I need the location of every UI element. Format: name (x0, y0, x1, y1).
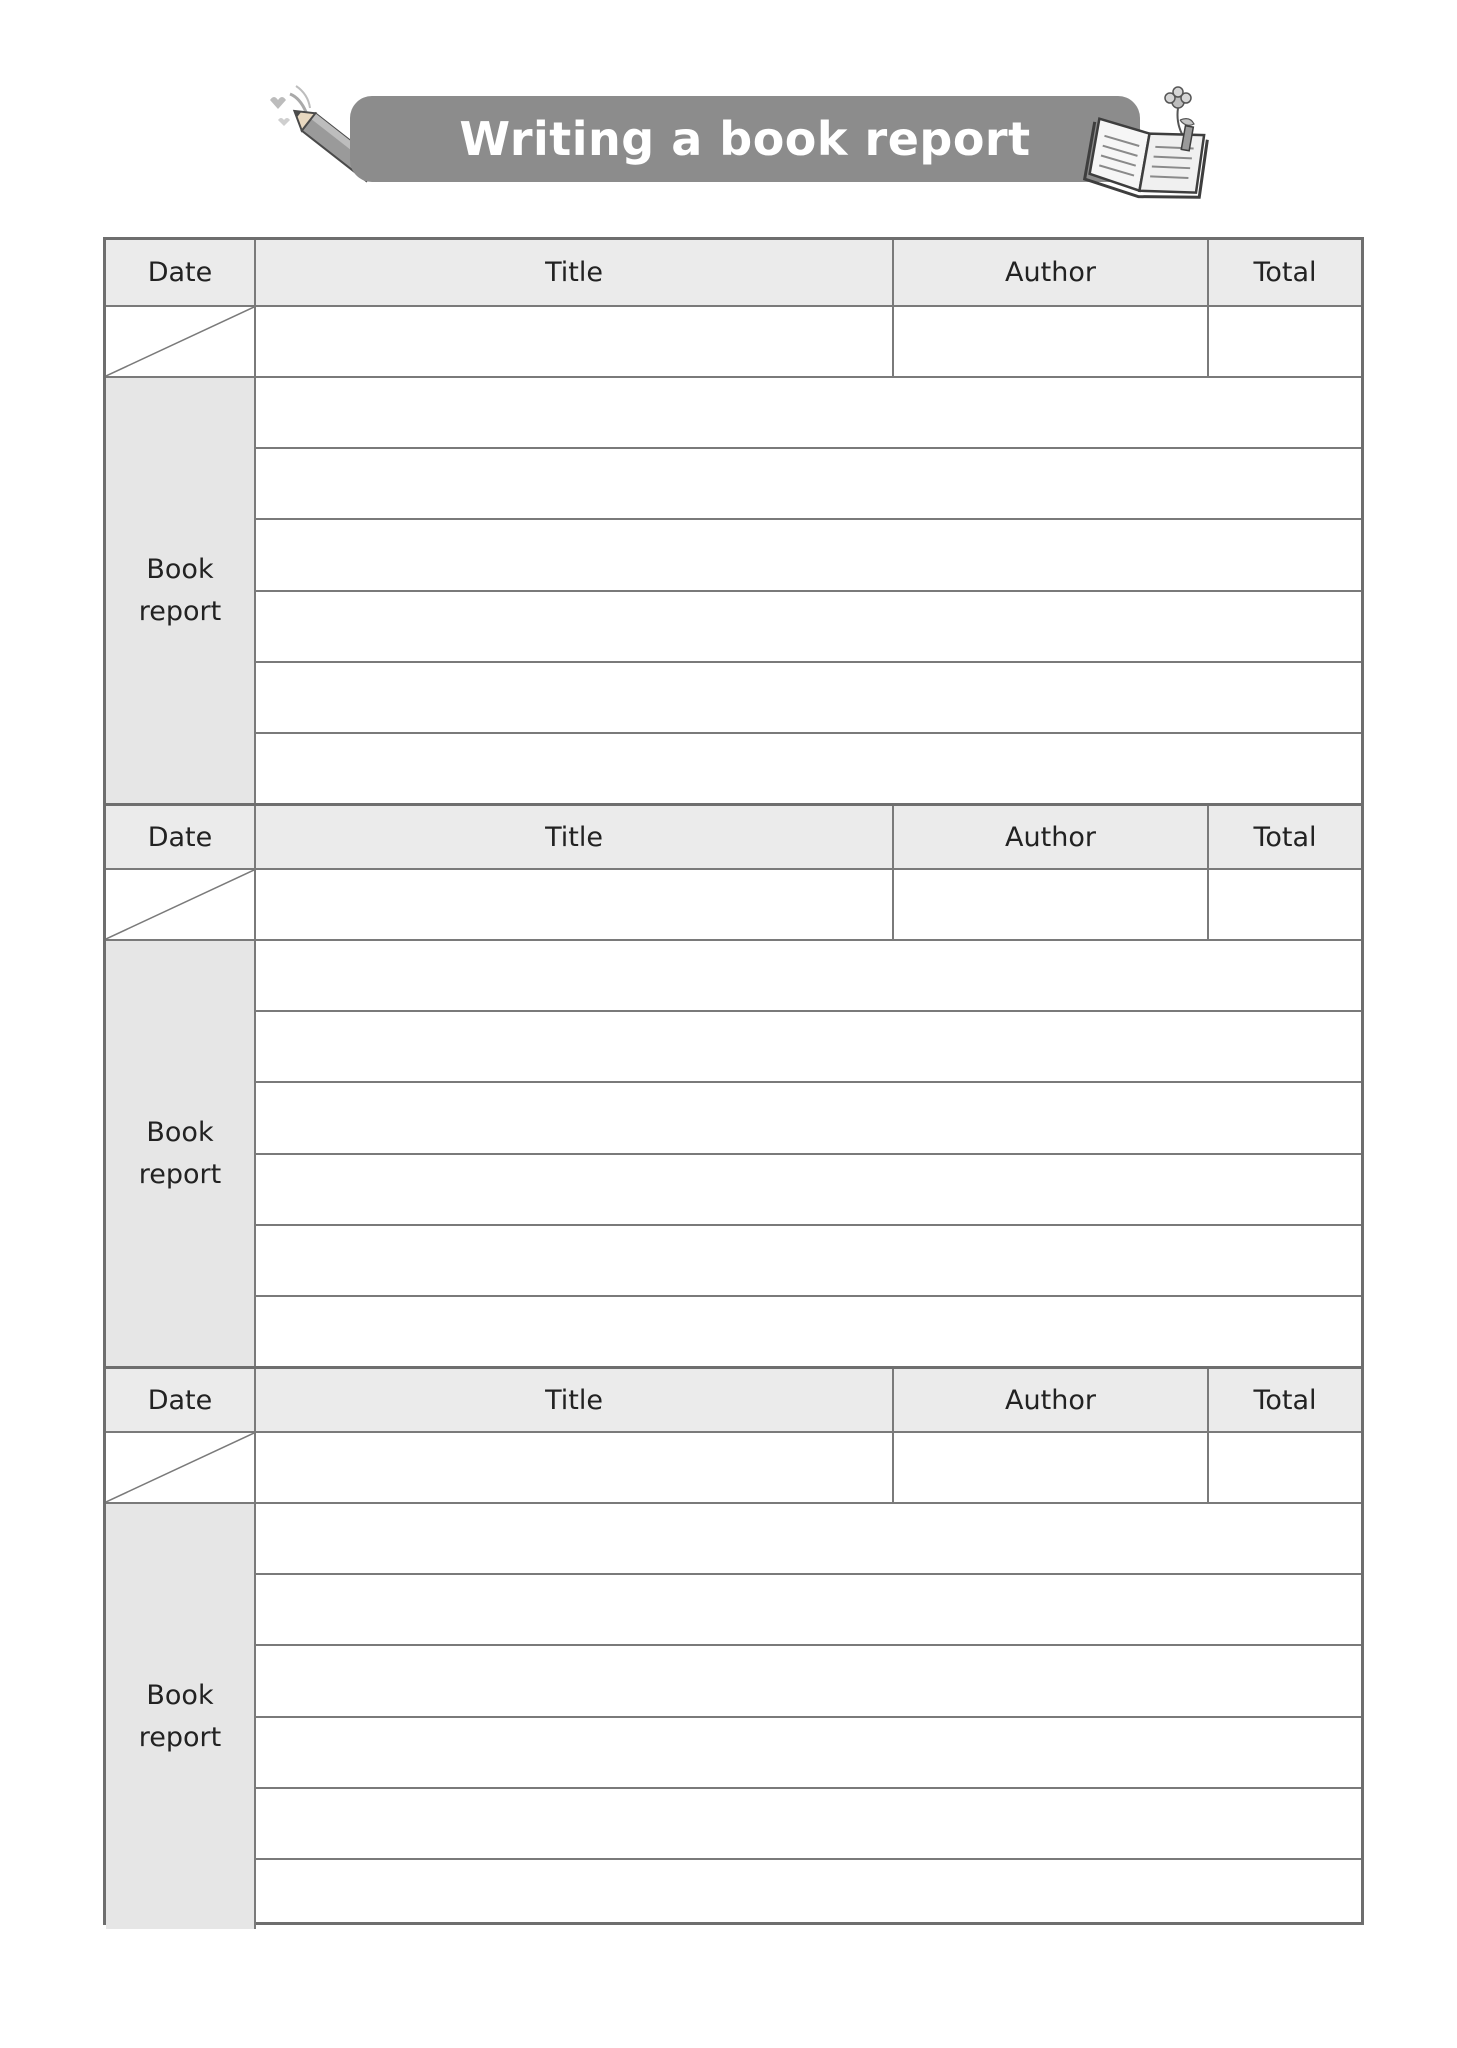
date-field[interactable] (106, 1433, 256, 1502)
total-header: Total (1253, 821, 1317, 853)
total-header: Total (1253, 257, 1317, 288)
report-lines (256, 941, 1361, 1366)
report-area (106, 378, 1361, 803)
report-line[interactable] (256, 1504, 1361, 1575)
report-line[interactable] (256, 449, 1361, 520)
author-field[interactable] (894, 870, 1209, 939)
header-row (106, 803, 1361, 870)
author-header: Author (894, 240, 1209, 305)
report-line[interactable] (256, 1646, 1361, 1717)
title-field[interactable] (256, 870, 894, 939)
title-field[interactable] (256, 1433, 894, 1502)
book-report-label-line1: Book (146, 553, 214, 585)
report-area (106, 1504, 1361, 1929)
report-line[interactable] (256, 663, 1361, 734)
date-field[interactable] (106, 870, 256, 939)
report-line[interactable] (256, 1012, 1361, 1083)
report-line[interactable] (256, 1575, 1361, 1646)
report-block-3 (106, 1366, 1361, 1929)
author-field[interactable] (894, 307, 1209, 376)
entry-row (106, 870, 1361, 941)
total-field[interactable] (1209, 307, 1361, 376)
book-report-worksheet (103, 237, 1364, 1925)
report-line[interactable] (256, 1860, 1361, 1929)
book-report-label-line1: Book (146, 1679, 214, 1711)
page-title: Writing a book report (459, 112, 1031, 166)
title-bar (350, 96, 1140, 182)
report-block-1 (106, 240, 1361, 803)
report-block-2 (106, 803, 1361, 1366)
report-line[interactable] (256, 941, 1361, 1012)
book-report-label-line1: Book (146, 1116, 214, 1148)
book-report-label-line2: report (138, 595, 222, 627)
report-line[interactable] (256, 378, 1361, 449)
date-header: Date (106, 1369, 256, 1431)
book-report-label (106, 941, 256, 1366)
report-lines (256, 1504, 1361, 1929)
report-line[interactable] (256, 592, 1361, 663)
total-field[interactable] (1209, 870, 1361, 939)
report-lines (256, 378, 1361, 803)
report-line[interactable] (256, 1297, 1361, 1366)
author-header: Author (894, 1369, 1209, 1431)
total-header: Total (1253, 1384, 1317, 1416)
report-line[interactable] (256, 1155, 1361, 1226)
book-report-label (106, 378, 256, 803)
report-line[interactable] (256, 1226, 1361, 1297)
report-line[interactable] (256, 520, 1361, 591)
book-report-label (106, 1504, 256, 1929)
title-header: Title (256, 240, 894, 305)
report-line[interactable] (256, 1789, 1361, 1860)
total-field[interactable] (1209, 1433, 1361, 1502)
date-header: Date (106, 806, 256, 868)
title-header: Title (256, 1369, 894, 1431)
date-divider-slash (106, 870, 254, 939)
date-divider-slash (106, 1433, 254, 1502)
title-header: Title (256, 806, 894, 868)
entry-row (106, 1433, 1361, 1504)
report-line[interactable] (256, 1083, 1361, 1154)
date-header: Date (106, 240, 256, 305)
author-field[interactable] (894, 1433, 1209, 1502)
date-field[interactable] (106, 307, 256, 376)
book-report-label-line2: report (138, 1721, 222, 1753)
report-line[interactable] (256, 1718, 1361, 1789)
book-report-label-line2: report (138, 1158, 222, 1190)
entry-row (106, 307, 1361, 378)
header-row (106, 240, 1361, 307)
author-header: Author (894, 806, 1209, 868)
report-area (106, 941, 1361, 1366)
date-divider-slash (106, 307, 254, 376)
title-banner (260, 80, 1220, 210)
header-row (106, 1366, 1361, 1433)
report-line[interactable] (256, 734, 1361, 803)
title-field[interactable] (256, 307, 894, 376)
open-book-icon (1080, 84, 1220, 204)
